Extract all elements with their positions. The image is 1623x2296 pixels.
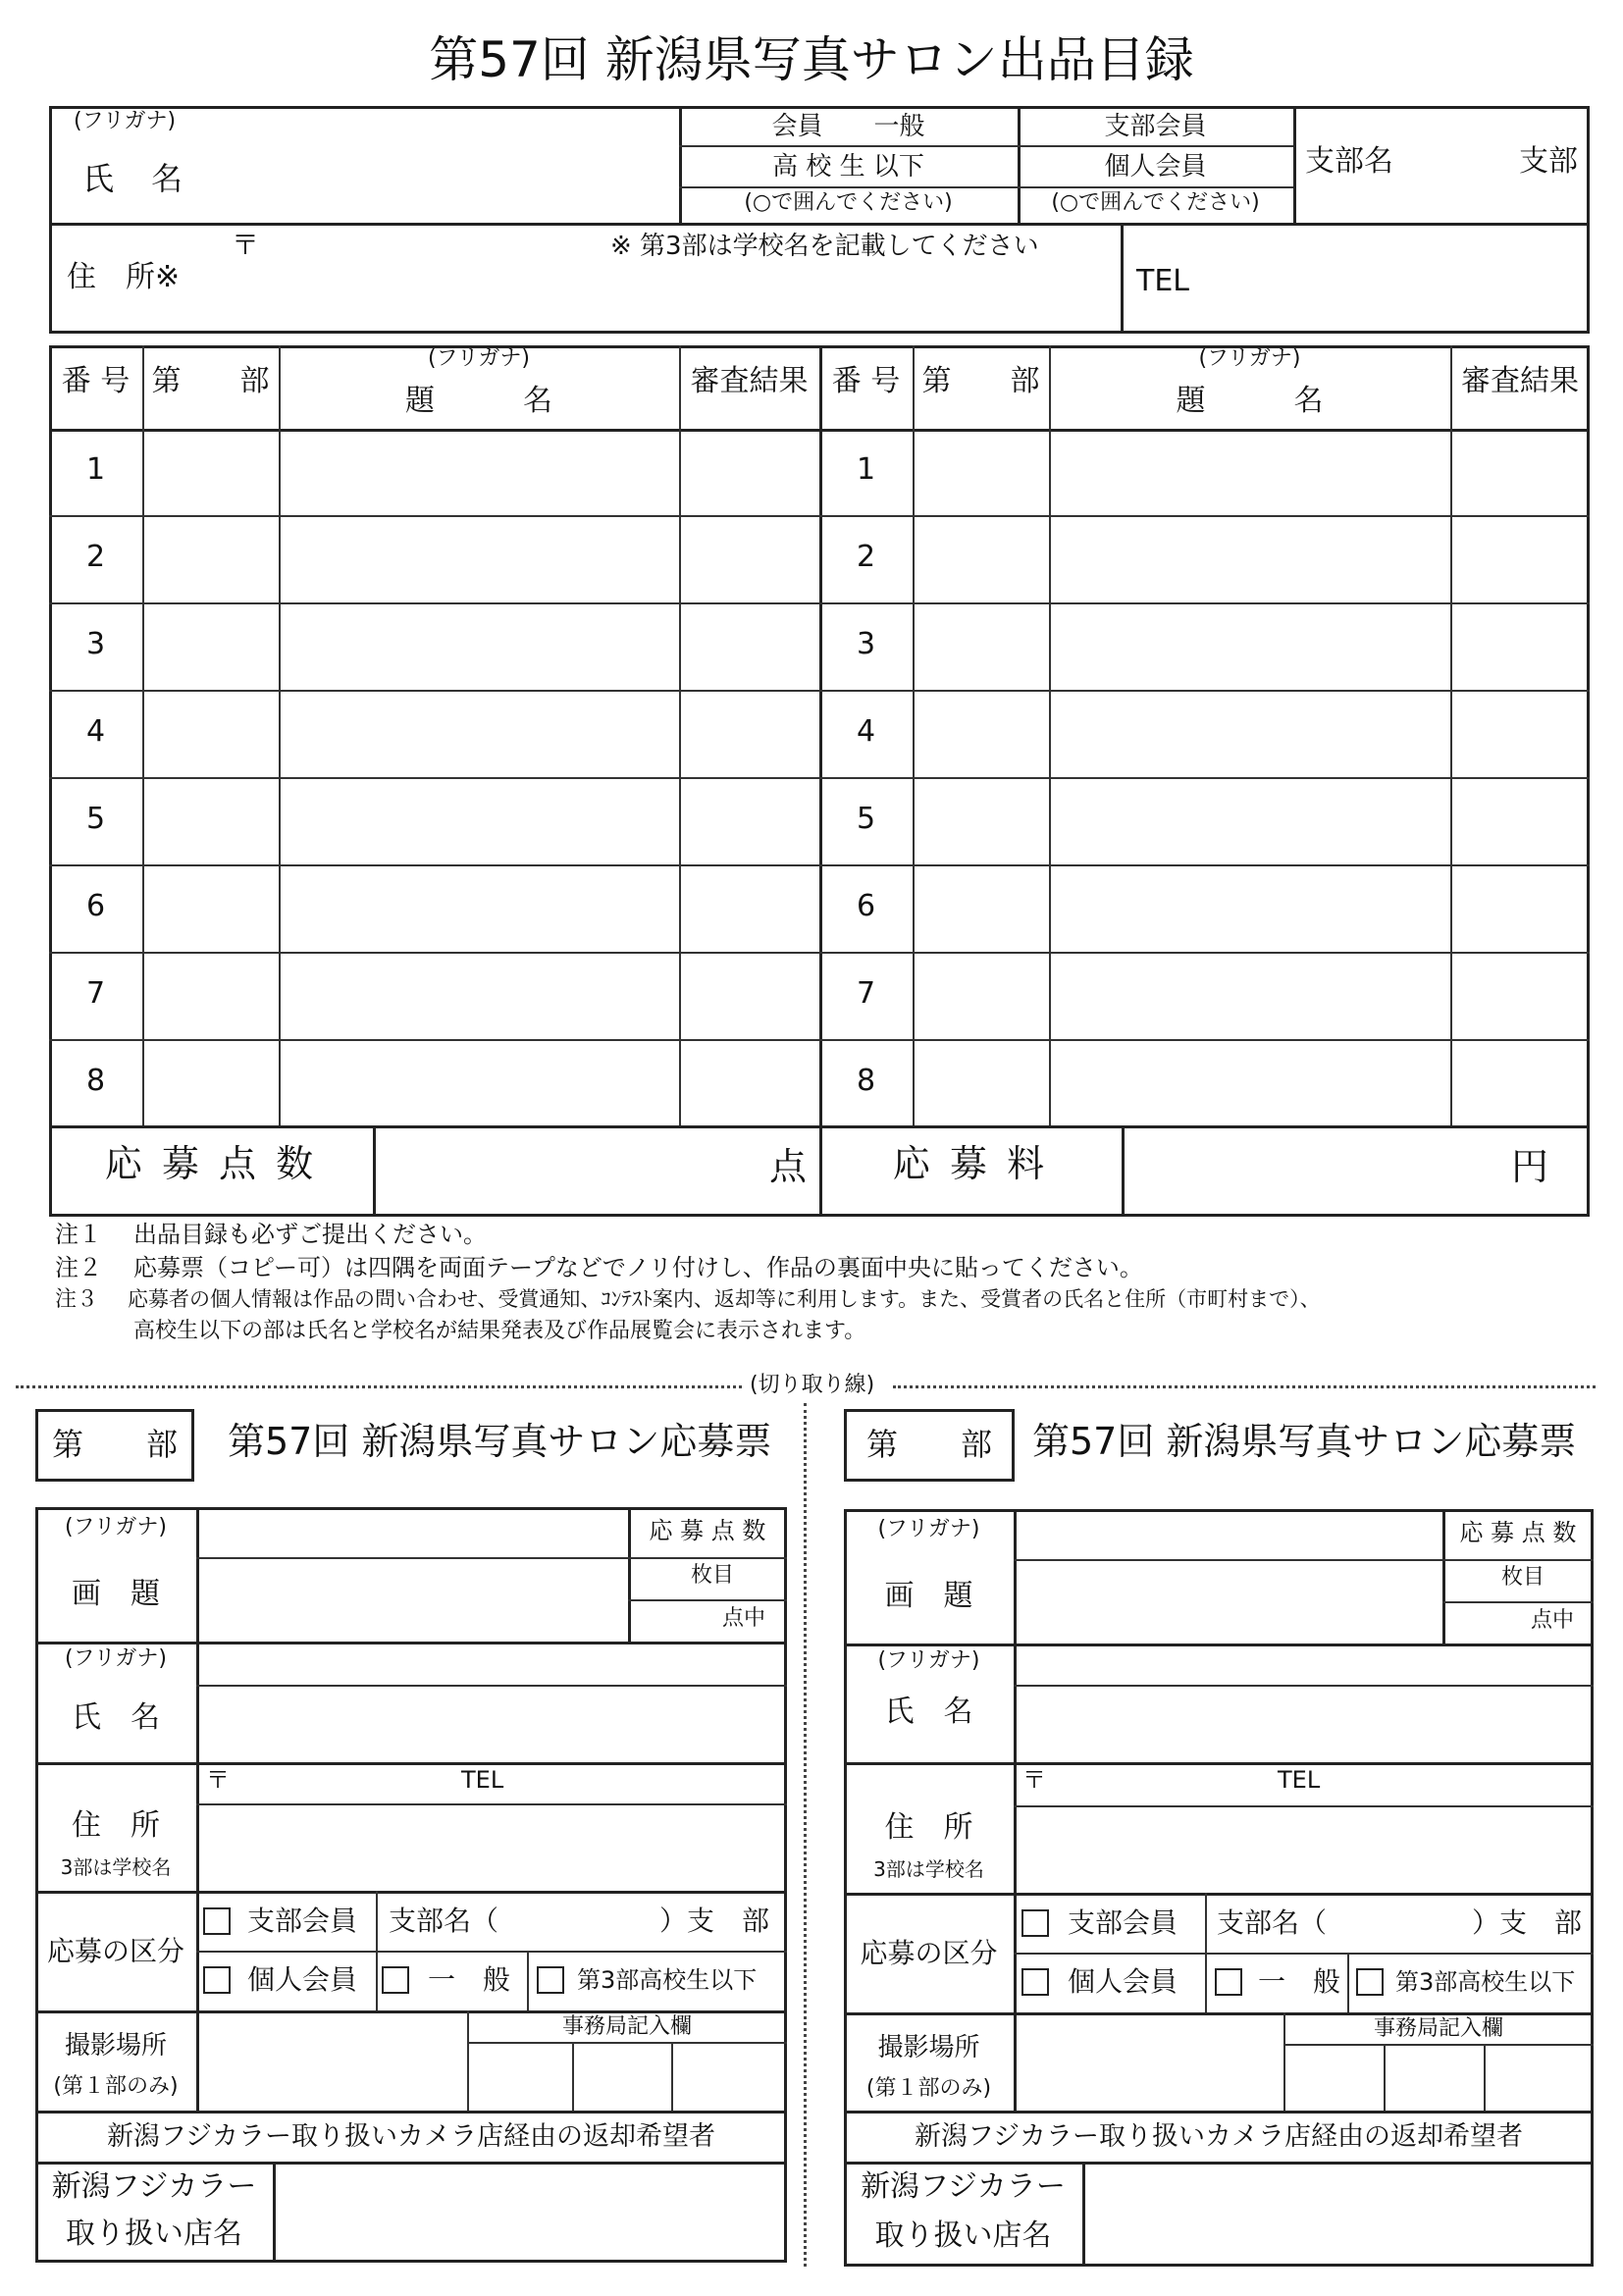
note-text: 高校生以下の部は氏名と学校名が結果発表及び作品展覧会に表示されます。 [133, 1319, 866, 1343]
row-number: 8 [85, 1064, 106, 1098]
individual-member-label: 個人会員 [247, 1963, 358, 1996]
furigana-label: (フリガナ) [64, 1646, 168, 1671]
row-number: 3 [856, 627, 876, 661]
highschool-checkbox[interactable] [537, 1966, 564, 1994]
circle-note-1: (○で囲んでください) [744, 190, 953, 215]
general-checkbox[interactable] [382, 1966, 409, 1994]
branch-suffix: 支部 [1519, 144, 1578, 179]
address-sub-label: 3部は学校名 [873, 1857, 984, 1881]
count-unit-total: 点中 [722, 1606, 766, 1631]
name-furigana: (フリガナ) [74, 109, 177, 133]
address-field[interactable] [1020, 1810, 1588, 1889]
row-number: 1 [856, 452, 876, 487]
return-note: 新潟フジカラー取り扱いカメラ店経由の返却希望者 [915, 2121, 1523, 2152]
name-field[interactable] [1020, 1690, 1588, 1758]
note-text: 応募票（コピー可）は四隅を両面テープなどでノリ付けし、作品の裏面中央に貼ってください。 [133, 1254, 1143, 1281]
individual-member-checkbox[interactable] [203, 1966, 231, 1994]
row-number: 3 [85, 627, 106, 661]
row-number: 2 [856, 540, 876, 574]
branch-member-label: 支部会員 [1068, 1906, 1178, 1939]
count-unit: 点 [769, 1145, 808, 1188]
note-mark: 注２ [55, 1254, 102, 1281]
row-number: 6 [85, 889, 106, 923]
name-field[interactable] [216, 137, 667, 216]
note-mark: 注１ [55, 1221, 102, 1248]
branch-name-open: 支部名（ [389, 1905, 499, 1937]
category-label: 応募の区分 [860, 1937, 998, 1969]
row-number: 5 [856, 802, 876, 836]
shop-label-line1: 新潟フジカラー [861, 2169, 1066, 2204]
shop-label-line2: 取り扱い店名 [66, 2217, 242, 2251]
individual-member-checkbox[interactable] [1021, 1968, 1049, 1996]
tel-label: TEL [1278, 1766, 1321, 1794]
col-number-left: 番 号 [61, 364, 131, 398]
shop-label-line1: 新潟フジカラー [51, 2169, 257, 2204]
shop-name-field[interactable] [281, 2168, 781, 2257]
postal-mark: 〒 [206, 1766, 230, 1794]
row-number: 4 [856, 714, 876, 749]
fee-label: 応 募 料 [892, 1142, 1049, 1185]
address-sub-label: 3部は学校名 [60, 1855, 172, 1879]
circle-note-2: (○で囲んでください) [1051, 190, 1260, 215]
address-label: 住 所 [72, 1808, 160, 1843]
location-sub-label: (第１部のみ) [865, 2076, 992, 2101]
work-title-field[interactable] [1020, 1564, 1437, 1639]
cut-line [893, 1385, 1596, 1388]
name-label: 氏 名 [884, 1695, 973, 1729]
row-number: 2 [85, 540, 106, 574]
section-label-left: 第 部 [51, 1426, 178, 1463]
branch-name-close: ）支 部 [659, 1905, 770, 1937]
branch-member-checkbox[interactable] [203, 1907, 231, 1935]
location-sub-label: (第１部のみ) [53, 2074, 179, 2099]
row-number: 1 [85, 452, 106, 487]
col-result-right: 審査結果 [1461, 364, 1579, 398]
count-unit-total: 点中 [1531, 1608, 1575, 1633]
address-field[interactable] [226, 265, 1109, 326]
individual-member-option[interactable]: 個人会員 [1104, 152, 1207, 182]
postal-mark: 〒 [232, 229, 260, 261]
row-number: 4 [85, 714, 106, 749]
branch-name-label: 支部名 [1305, 144, 1393, 179]
individual-member-label: 個人会員 [1068, 1965, 1178, 1998]
school-note: ※ 第3部は学校名を記載してください [610, 232, 1039, 261]
postal-mark: 〒 [1022, 1766, 1046, 1794]
general-label: 一 般 [1258, 1965, 1341, 1998]
row-number: 8 [856, 1064, 876, 1098]
general-label: 一 般 [428, 1963, 511, 1996]
office-use-label: 事務局記入欄 [1373, 2016, 1503, 2041]
branch-member-label: 支部会員 [247, 1905, 358, 1937]
address-label: 住 所 [884, 1810, 973, 1845]
tel-label: TEL [1136, 264, 1189, 298]
branch-name-open: 支部名（ [1217, 1906, 1328, 1939]
slip-title-right: 第57回 新潟県写真サロン応募票 [1032, 1420, 1577, 1463]
tel-label: TEL [461, 1766, 504, 1794]
branch-name-field[interactable] [1346, 1902, 1470, 1947]
col-title-right: 題 名 [1176, 384, 1324, 418]
address-label: 住 所※ [67, 260, 181, 294]
furigana-label: (フリガナ) [877, 1517, 980, 1541]
row-number: 7 [85, 976, 106, 1011]
general-checkbox[interactable] [1215, 1968, 1242, 1996]
fee-unit: 円 [1511, 1145, 1549, 1188]
furigana-label: (フリガナ) [64, 1515, 168, 1539]
highschool-checkbox[interactable] [1356, 1968, 1384, 1996]
location-field[interactable] [1020, 2018, 1278, 2105]
address-field[interactable] [202, 1808, 781, 1887]
name-label: 氏 名 [72, 1700, 160, 1735]
branch-member-checkbox[interactable] [1021, 1909, 1049, 1937]
col-result-left: 審査結果 [690, 364, 809, 398]
branch-member-option[interactable]: 支部会員 [1104, 112, 1207, 141]
note-text: 応募者の個人情報は作品の問い合わせ、受賞通知、ｺﾝﾃｽﾄ案内、返却等に利用します。また、受賞者の氏名と住所（市町村まで）、 [128, 1287, 1321, 1311]
location-field[interactable] [202, 2016, 461, 2105]
col-furigana-left: (フリガナ) [427, 346, 531, 371]
section-label-right: 第 部 [865, 1426, 992, 1463]
row-number: 7 [856, 976, 876, 1011]
shop-name-field[interactable] [1090, 2168, 1588, 2261]
count-label: 応 募 点 数 [104, 1142, 318, 1185]
col-furigana-right: (フリガナ) [1198, 346, 1301, 371]
member-general-option[interactable]: 会員 一般 [771, 112, 925, 141]
return-note: 新潟フジカラー取り扱いカメラ店経由の返却希望者 [107, 2121, 715, 2152]
note-mark: 注３ [55, 1287, 99, 1312]
location-label: 撮影場所 [64, 2031, 167, 2061]
count-label: 応 募 点 数 [649, 1517, 766, 1544]
col-title-left: 題 名 [405, 384, 552, 418]
col-number-right: 番 号 [831, 364, 901, 398]
name-field[interactable] [202, 1690, 781, 1758]
cut-line [16, 1385, 742, 1388]
work-title-label: 画 題 [884, 1579, 973, 1613]
slip-title-left: 第57回 新潟県写真サロン応募票 [228, 1420, 772, 1463]
furigana-label: (フリガナ) [877, 1648, 980, 1673]
location-label: 撮影場所 [877, 2033, 980, 2062]
work-title-field[interactable] [202, 1562, 622, 1637]
page-title: 第57回 新潟県写真サロン出品目録 [429, 31, 1194, 88]
tel-field[interactable] [1197, 255, 1580, 324]
count-label: 応 募 点 数 [1459, 1519, 1577, 1546]
note-text: 出品目録も必ずご提出ください。 [133, 1221, 487, 1248]
cut-line-vertical [804, 1403, 807, 2267]
branch-name-close: ）支 部 [1472, 1906, 1583, 1939]
highschool-option[interactable]: 高 校 生 以下 [772, 152, 924, 182]
cut-line-label: (切り取り線) [750, 1373, 875, 1397]
highschool-label: 第3部高校生以下 [1395, 1968, 1576, 1996]
col-section-left: 第 部 [151, 364, 270, 398]
category-label: 応募の区分 [46, 1935, 184, 1967]
work-title-label: 画 題 [72, 1577, 160, 1611]
branch-name-field[interactable] [1403, 137, 1511, 196]
row-number: 5 [85, 802, 106, 836]
highschool-label: 第3部高校生以下 [577, 1966, 758, 1994]
name-label: 氏 名 [82, 160, 197, 197]
count-unit-sheets: 枚目 [691, 1563, 735, 1588]
office-use-label: 事務局記入欄 [561, 2014, 692, 2039]
row-number: 6 [856, 889, 876, 923]
col-section-right: 第 部 [921, 364, 1040, 398]
branch-name-field[interactable] [520, 1900, 657, 1945]
shop-label-line2: 取り扱い店名 [874, 2218, 1052, 2253]
count-field[interactable] [383, 1133, 756, 1210]
count-unit-sheets: 枚目 [1501, 1565, 1545, 1590]
fee-field[interactable] [1131, 1133, 1504, 1210]
